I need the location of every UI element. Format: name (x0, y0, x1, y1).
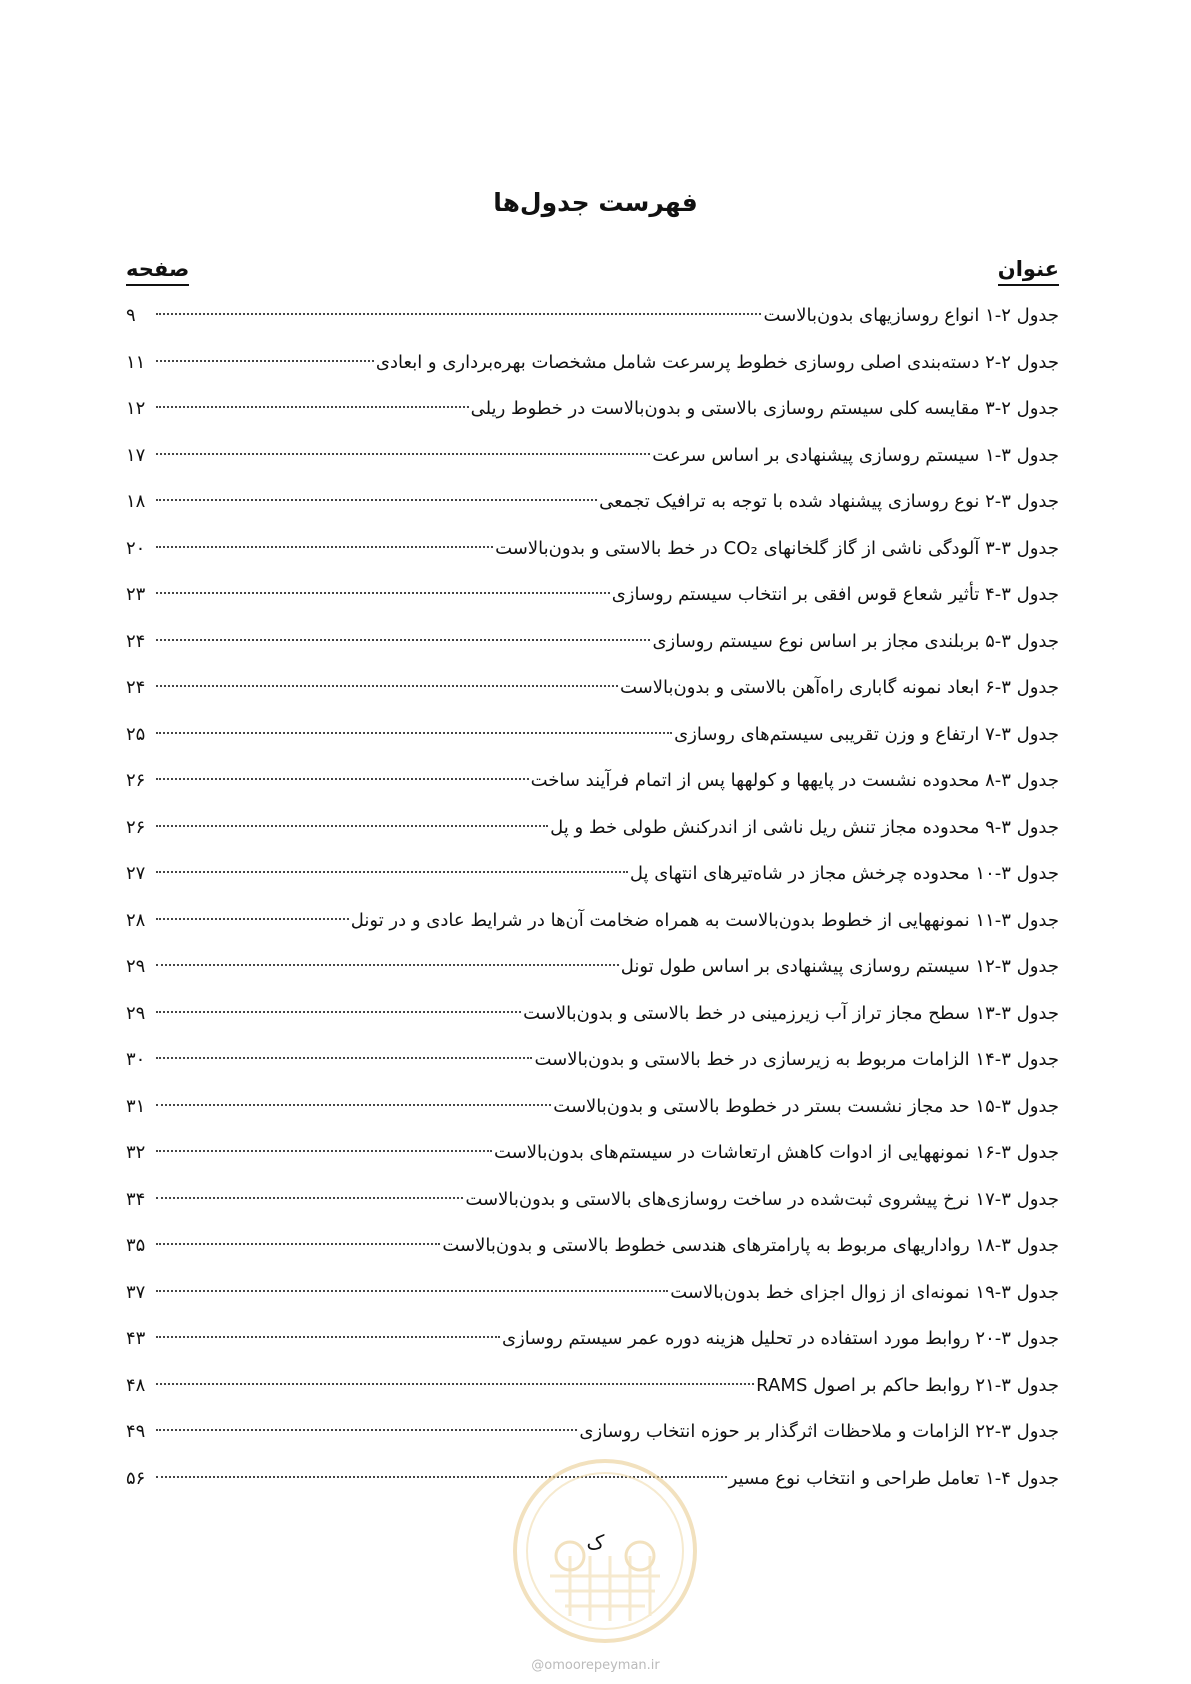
toc-entry (126, 947, 1059, 994)
toc-entry-label: جدول ۲-۱ انواع روسازیهای بدون‌بالاست (763, 305, 1059, 326)
toc-entry-label: جدول ۳-۱۷ نرخ پیشروی ثبت‌شده در ساخت روسازی‌های بالاستی و بدون‌بالاست (465, 1188, 1059, 1210)
toc-entry-page: ۳۱ (126, 1095, 146, 1117)
toc-entry-label: جدول ۳-۱۵ حد مجاز نشست بستر در خطوط بالاستی و بدون‌بالاست (553, 1095, 1059, 1117)
toc-entry-page: ۱۲ (126, 398, 146, 419)
toc-entry-page: ۲۶ (126, 816, 146, 838)
toc-entry (126, 761, 1059, 808)
watermark-url: @omoorepeyman.ir (531, 1658, 660, 1673)
toc-entry (126, 575, 1059, 622)
toc-entry-page: ۹ (126, 305, 136, 326)
dot-leader (156, 1476, 727, 1478)
toc-entry (126, 622, 1059, 669)
dot-leader (156, 778, 529, 780)
toc-entry-label: جدول ۳-۱۸ رواداریهای مربوط به پارامترهای هندسی خطوط بالاستی و بدون‌بالاست (442, 1235, 1059, 1256)
toc-entry-label: جدول ۳-۵ بربلندی مجاز بر اساس نوع سیستم روسازی (652, 630, 1059, 652)
dot-leader (156, 1104, 551, 1106)
toc-entry-label: جدول ۳-۴ تأثیر شعاع قوس افقی بر انتخاب سیستم روسازی (611, 584, 1059, 605)
toc-entry-label: جدول ۳-۱ سیستم روسازی پیشنهادی بر اساس سرعت (652, 444, 1059, 466)
toc-entry-label: جدول ۳-۱۰ محدوده چرخش مجاز در شاه‌تیرهای انتهای پل (629, 863, 1059, 884)
toc-entry-label: جدول ۲-۲ دسته‌بندی اصلی روسازی خطوط پرسرعت شامل مشخصات بهره‌برداری و ابعادی (375, 351, 1059, 373)
toc-entry-page: ۲۶ (126, 770, 146, 791)
dot-leader (156, 499, 597, 501)
dot-leader (156, 453, 650, 455)
toc-entry-page: ۵۶ (126, 1467, 146, 1489)
toc-entry (126, 1180, 1059, 1227)
dot-leader (156, 918, 349, 920)
toc-entry-label: جدول ۳-۱۹ نمونه‌ای از زوال اجزای خط بدون‌بالاست (670, 1281, 1059, 1303)
toc-entry (126, 668, 1059, 715)
toc-entry-label: جدول ۳-۲۱ روابط حاکم بر اصول RAMS (756, 1374, 1059, 1396)
page-number: ک (586, 1530, 605, 1554)
toc-entry (126, 529, 1059, 576)
dot-leader (156, 1197, 463, 1199)
toc-entry (126, 1459, 1059, 1506)
dot-leader (156, 1383, 754, 1385)
toc-entry-label: جدول ۴-۱ تعامل طراحی و انتخاب نوع مسیر (728, 1467, 1059, 1489)
toc-entry-label: جدول ۳-۶ ابعاد نمونه گاباری راه‌آهن بالاستی و بدون‌بالاست (619, 677, 1059, 698)
dot-leader (156, 1057, 532, 1059)
dot-leader (156, 1150, 492, 1152)
toc-entry-page: ۱۷ (126, 444, 146, 466)
toc-entry-page: ۲۳ (126, 584, 146, 605)
toc-entry (126, 715, 1059, 762)
toc-entry-label: جدول ۳-۲ نوع روسازی پیشنهاد شده با توجه به ترافیک تجمعی (599, 491, 1059, 512)
dot-leader (156, 825, 548, 827)
title-column-header: عنوان (998, 255, 1059, 286)
toc-entry-page: ۴۸ (126, 1374, 146, 1396)
toc-entry-page: ۴۹ (126, 1421, 146, 1442)
toc-entry-page: ۱۸ (126, 491, 146, 512)
toc-entry-label: جدول ۳-۳ آلودگی ناشی از گاز گلخانهای CO₂ در خط بالاستی و بدون‌بالاست (495, 537, 1059, 559)
toc-entry (126, 482, 1059, 529)
dot-leader (156, 1429, 577, 1431)
toc-entry-label: جدول ۳-۱۱ نمونههایی از خطوط بدون‌بالاست به همراه ضخامت آن‌ها در شرایط عادی و در تونل (350, 909, 1059, 931)
toc-entry-page: ۳۰ (126, 1049, 146, 1070)
toc-entry-page: ۲۴ (126, 630, 146, 652)
dot-leader (156, 1243, 440, 1245)
toc-entry-page: ۳۷ (126, 1281, 146, 1303)
toc-entry-label: جدول ۳-۲۲ الزامات و ملاحظات اثرگذار بر حوزه انتخاب روسازی (579, 1421, 1059, 1442)
toc-entry-page: ۲۵ (126, 723, 146, 745)
toc-entry-label: جدول ۳-۱۴ الزامات مربوط به زیرسازی در خط بالاستی و بدون‌بالاست (534, 1049, 1059, 1070)
toc-entry-label: جدول ۳-۱۶ نمونههایی از ادوات کاهش ارتعاشات در سیستم‌های بدون‌بالاست (493, 1142, 1059, 1163)
toc-entry-page: ۲۴ (126, 677, 146, 698)
dot-leader (156, 685, 618, 687)
page-title: فهرست جدول‌ها (493, 188, 698, 217)
toc-entry (126, 1319, 1059, 1366)
dot-leader (156, 592, 610, 594)
dot-leader (156, 360, 374, 362)
dot-leader (156, 313, 761, 315)
toc-entry-page: ۳۵ (126, 1235, 146, 1256)
toc-entry-page: ۳۴ (126, 1188, 146, 1210)
toc-entry-page: ۲۷ (126, 863, 146, 884)
toc-entry-label: جدول ۳-۱۲ سیستم روسازی پیشنهادی بر اساس طول تونل (620, 956, 1059, 977)
toc-entry (126, 1412, 1059, 1459)
toc-entry-page: ۱۱ (126, 351, 146, 373)
toc-entry (126, 343, 1059, 390)
toc-entry-label: جدول ۳-۸ محدوده نشست در پایهها و کولهها پس از اتمام فرآیند ساخت (530, 770, 1059, 791)
toc-entry (126, 1366, 1059, 1413)
toc-entry (126, 1226, 1059, 1273)
dot-leader (156, 871, 628, 873)
page-column-header: صفحه (126, 255, 189, 286)
toc-entry-page: ۳۲ (126, 1142, 146, 1163)
toc-entry (126, 436, 1059, 483)
toc-entry (126, 296, 1059, 343)
dot-leader (156, 964, 619, 966)
toc-entry-page: ۲۰ (126, 537, 146, 559)
table-of-contents (126, 296, 1059, 1505)
dot-leader (156, 639, 650, 641)
toc-entry-label: جدول ۳-۲۰ روابط مورد استفاده در تحلیل هزینه دوره عمر سیستم روسازی (502, 1328, 1059, 1349)
dot-leader (156, 406, 469, 408)
toc-entry-page: ۲۹ (126, 1002, 146, 1024)
toc-entry (126, 1133, 1059, 1180)
toc-entry-label: جدول ۳-۹ محدوده مجاز تنش ریل ناشی از اندرکنش طولی خط و پل (550, 816, 1059, 838)
toc-entry-page: ۲۹ (126, 956, 146, 977)
toc-entry (126, 994, 1059, 1041)
toc-entry (126, 1273, 1059, 1320)
toc-entry (126, 808, 1059, 855)
toc-entry-label: جدول ۲-۳ مقایسه کلی سیستم روسازی بالاستی و بدون‌بالاست در خطوط ریلی (470, 398, 1059, 419)
toc-entry (126, 1040, 1059, 1087)
dot-leader (156, 1336, 500, 1338)
dot-leader (156, 1290, 668, 1292)
toc-entry (126, 901, 1059, 948)
toc-entry-page: ۲۸ (126, 909, 146, 931)
toc-entry-page: ۴۳ (126, 1328, 146, 1349)
dot-leader (156, 1011, 521, 1013)
dot-leader (156, 732, 672, 734)
toc-entry (126, 854, 1059, 901)
dot-leader (156, 546, 493, 548)
toc-entry-label: جدول ۳-۷ ارتفاع و وزن تقریبی سیستم‌های روسازی (674, 723, 1059, 745)
toc-entry (126, 1087, 1059, 1134)
toc-entry-label: جدول ۳-۱۳ سطح مجاز تراز آب زیرزمینی در خط بالاستی و بدون‌بالاست (523, 1002, 1059, 1024)
toc-entry (126, 389, 1059, 436)
